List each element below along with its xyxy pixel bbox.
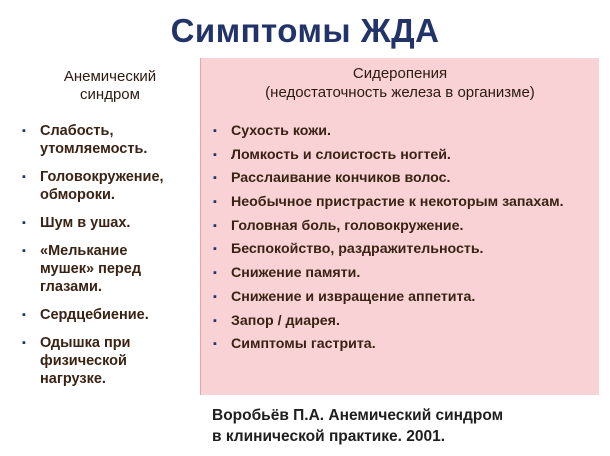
- symptom-text: Запор / диарея.: [231, 312, 340, 329]
- list-item: [22, 242, 197, 296]
- list-item: [22, 122, 197, 158]
- symptom-line: Шум в ушах.: [40, 215, 131, 231]
- list-item: [22, 214, 197, 232]
- symptom-line: утомляемость.: [40, 141, 148, 157]
- right-header-line1: Сидеропения: [352, 65, 448, 82]
- sideropenia-panel: [200, 58, 599, 395]
- list-item: [213, 146, 597, 164]
- list-item: [213, 335, 597, 353]
- list-item: [22, 334, 197, 388]
- symptom-line: мушек» перед: [40, 261, 142, 277]
- sideropenia-header: [201, 64, 599, 102]
- symptom-text: Сухость кожи.: [231, 123, 331, 139]
- list-item: [22, 168, 197, 204]
- anemic-symptom-list: [22, 122, 197, 398]
- bullet-icon: ▪: [213, 243, 217, 256]
- bullet-icon: ▪: [213, 267, 217, 280]
- citation: [212, 405, 602, 447]
- citation-line2: в клинической практике. 2001.: [212, 428, 446, 445]
- bullet-icon: ▪: [213, 148, 217, 161]
- bullet-icon: ▪: [22, 217, 26, 229]
- symptom-line: нагрузке.: [40, 371, 106, 387]
- symptom-line: физической: [40, 353, 127, 369]
- list-item: [22, 306, 197, 324]
- bullet-icon: ▪: [22, 309, 26, 321]
- list-item: [213, 122, 597, 140]
- symptom-text: Снижение памяти.: [231, 265, 361, 282]
- symptom-line: Сердцебиение.: [40, 307, 149, 323]
- anemic-syndrome-header: [40, 68, 180, 104]
- left-header-line2: синдром: [80, 86, 140, 103]
- symptom-text: Ломкость и слоистость ногтей.: [231, 146, 451, 163]
- bullet-icon: ▪: [213, 290, 217, 303]
- symptom-text: Беспокойство, раздражительность.: [231, 241, 484, 258]
- bullet-icon: ▪: [213, 338, 217, 351]
- bullet-icon: ▪: [22, 245, 26, 257]
- symptom-line: Головокружение,: [40, 169, 164, 185]
- symptom-line: «Мелькание: [40, 243, 128, 259]
- symptom-text: Снижение и извращение аппетита.: [231, 288, 476, 305]
- bullet-icon: ▪: [213, 219, 217, 232]
- symptom-line: обмороки.: [40, 187, 115, 203]
- bullet-icon: ▪: [213, 196, 217, 209]
- bullet-icon: ▪: [22, 171, 26, 183]
- symptom-text: Расслаивание кончиков волос.: [231, 170, 451, 187]
- citation-line1: Воробьёв П.А. Анемический синдром: [212, 407, 504, 424]
- list-item: [213, 264, 597, 282]
- bullet-icon: ▪: [213, 125, 217, 137]
- bullet-icon: ▪: [22, 125, 26, 137]
- list-item: [213, 288, 597, 306]
- list-item: [213, 240, 597, 258]
- list-item: [213, 169, 597, 187]
- bullet-icon: ▪: [213, 172, 217, 185]
- symptom-text: Симптомы гастрита.: [231, 336, 376, 353]
- bullet-icon: ▪: [213, 314, 217, 327]
- right-header-line2: (недостаточность железа в организме): [265, 84, 535, 101]
- left-header-line1: Анемический: [63, 68, 157, 85]
- list-item: [213, 312, 597, 330]
- list-item: [213, 217, 597, 235]
- symptom-line: Слабость,: [40, 123, 114, 139]
- bullet-icon: ▪: [22, 337, 26, 349]
- sideropenia-symptom-list: [213, 122, 597, 359]
- symptom-line: Одышка при: [40, 335, 131, 351]
- slide-title: Симптомы ЖДА: [170, 12, 440, 49]
- symptom-text: Необычное пристрастие к некоторым запахам.: [231, 194, 564, 211]
- symptom-line: глазами.: [40, 279, 102, 295]
- symptom-text: Головная боль, головокружение.: [231, 217, 464, 234]
- list-item: [213, 193, 597, 211]
